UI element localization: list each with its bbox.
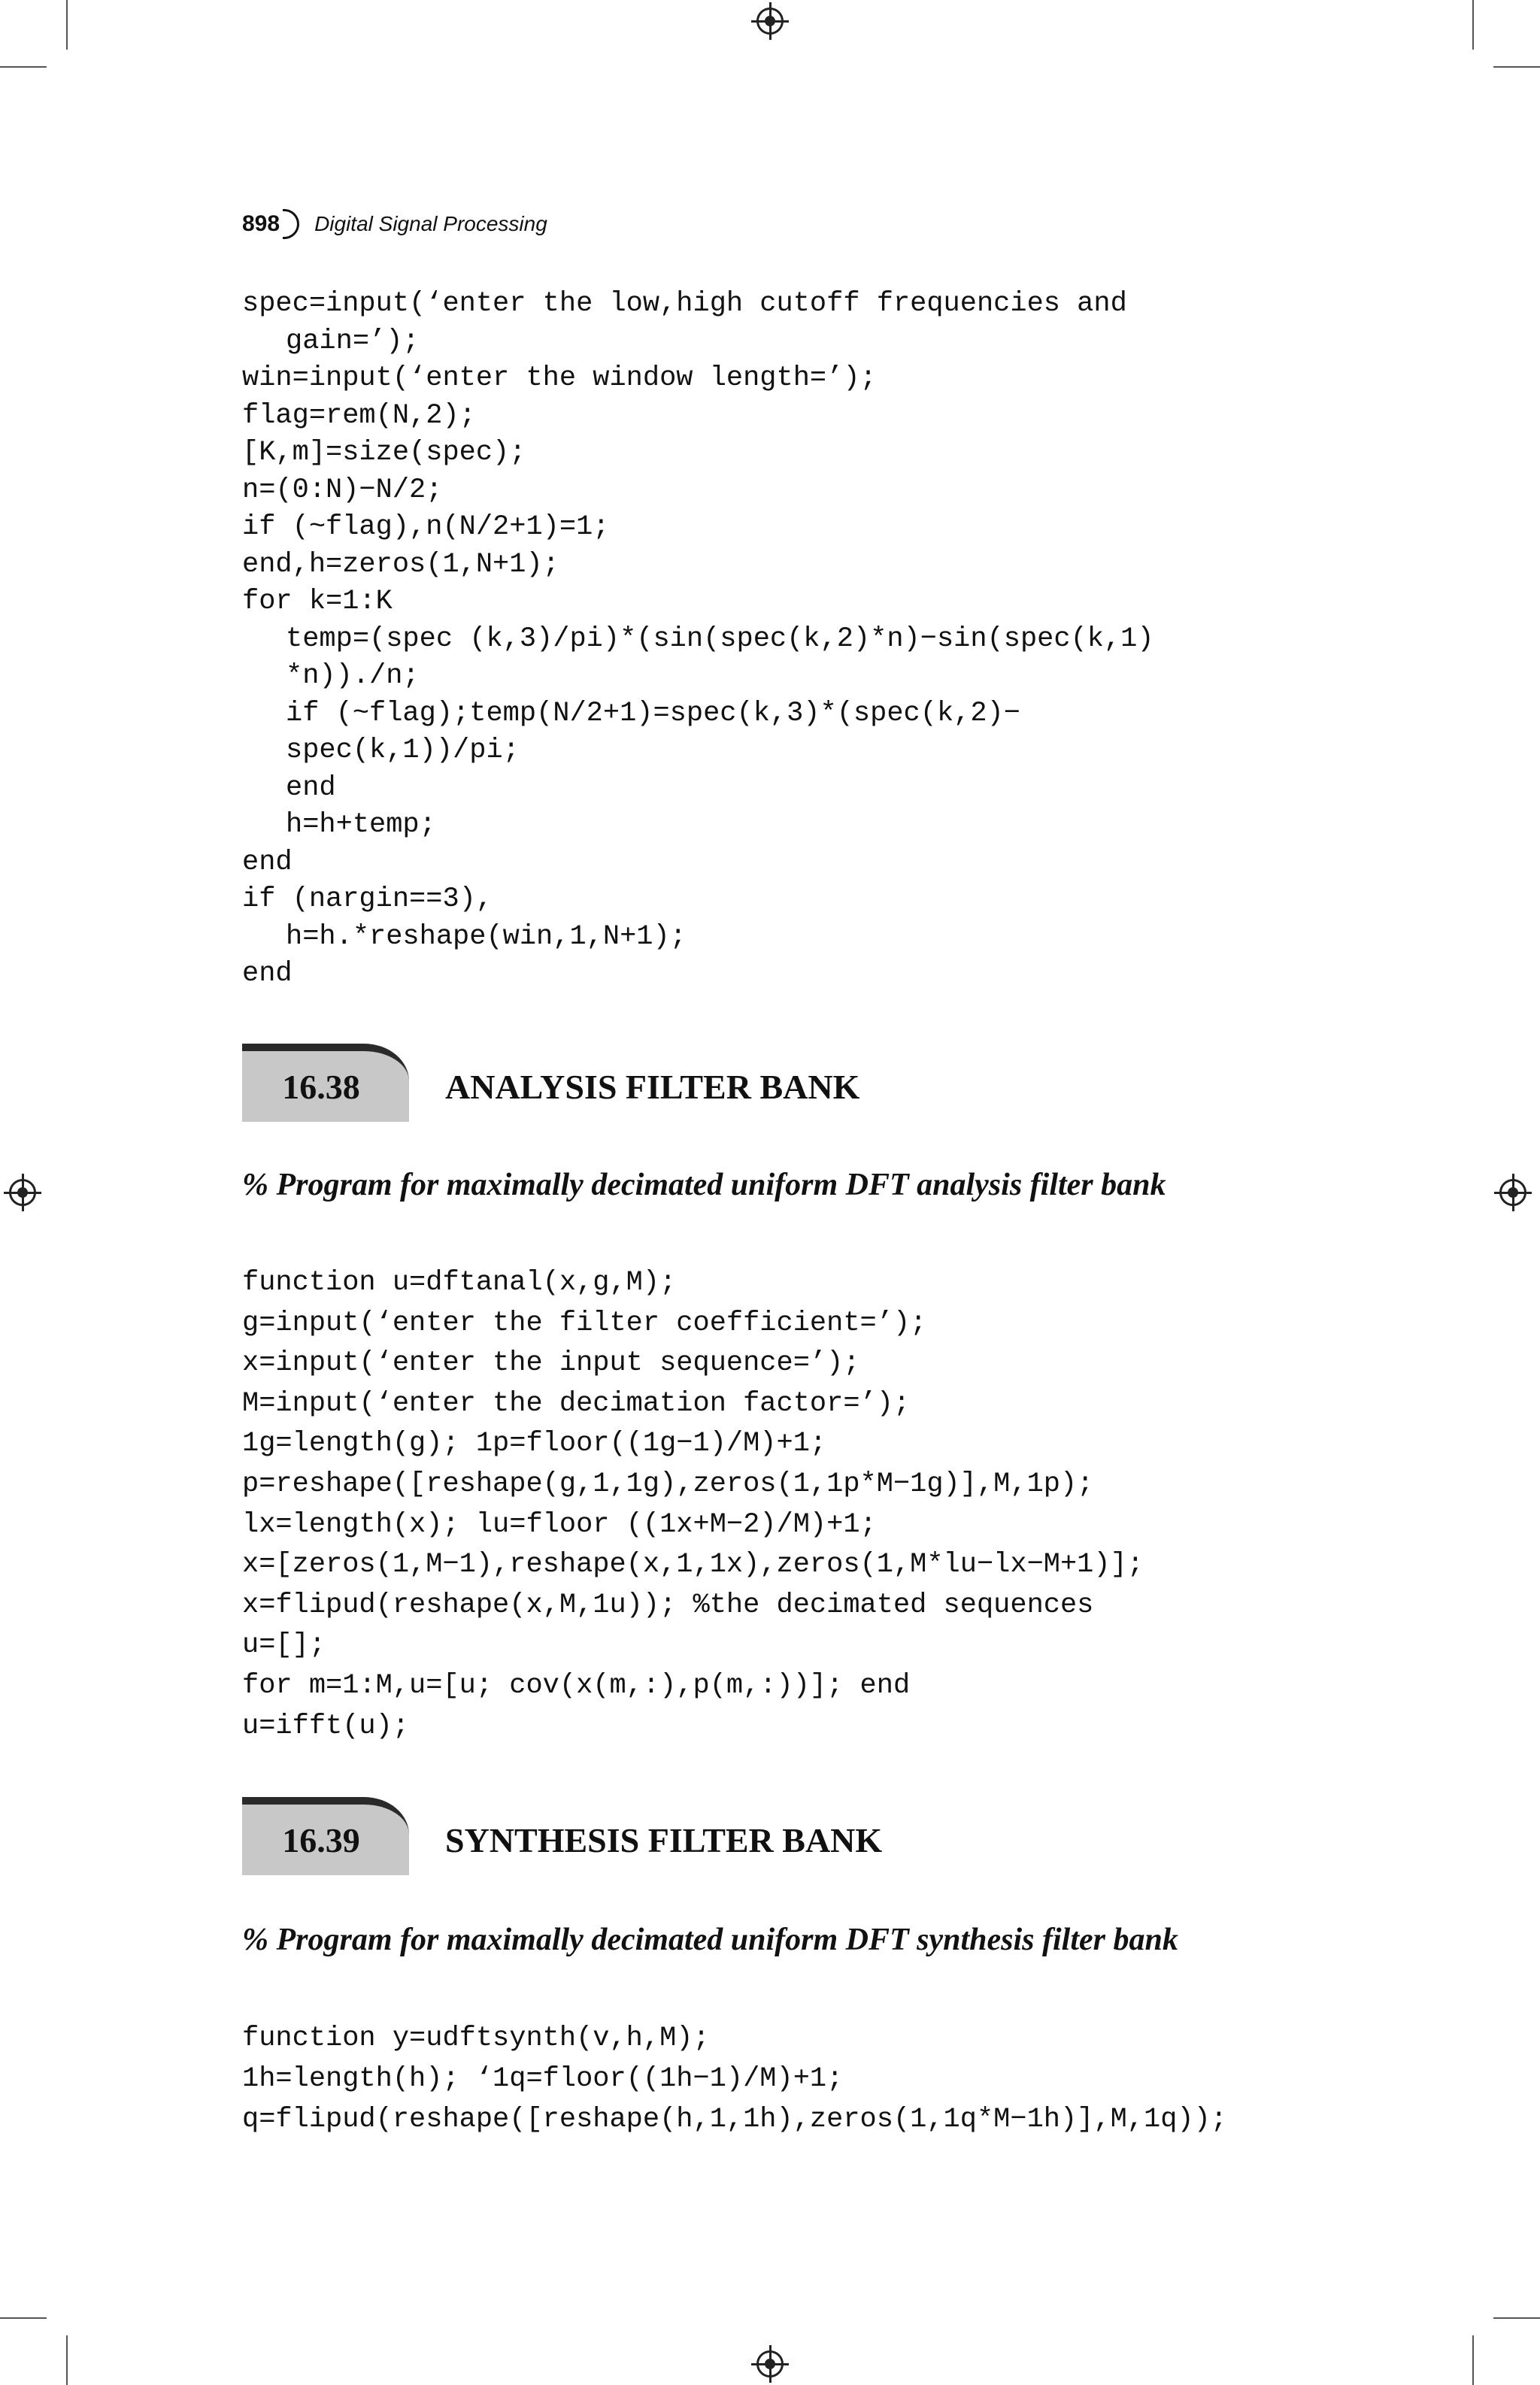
code-block [242,286,1154,993]
code-line: 1g=length(g); 1p=floor((1g−1)/M)+1; [242,1428,827,1460]
section-heading [242,1044,1295,1122]
code-line: if (nargin==3), [242,883,493,915]
program-comment: % Program for maximally decimated uniform DFT synthesis filter bank [242,1923,1178,1957]
crop-mark [1493,66,1540,68]
code-line: flag=rem(N,2); [242,399,476,432]
code-line: p=reshape([reshape(g,1,1g),zeros(1,1p*M−1g)],M,1p); [242,1468,1094,1500]
code-line: gain=’); [286,325,420,357]
section-title: SYNTHESIS FILTER BANK [445,1820,883,1859]
code-line: for k=1:K [242,586,393,617]
crop-mark [0,2317,47,2319]
code-line: h=h+temp; [286,809,436,841]
code-line: *n))./n; [286,660,420,692]
crop-mark [1493,2317,1540,2319]
registration-mark-icon [1499,1179,1526,1206]
code-line: x=input(‘enter the input sequence=’); [242,1347,860,1380]
code-line: M=input(‘enter the decimation factor=’); [242,1387,911,1420]
code-block [242,2018,1227,2140]
code-line: u=[]; [242,1629,326,1662]
code-block [242,1263,1144,1747]
code-line: n=(0:N)−N/2; [242,474,443,506]
code-line: for m=1:M,u=[u; cov(x(m,:),p(m,:))]; end [242,1669,911,1702]
code-line: x=flipud(reshape(x,M,1u)); %the decimated sequences [242,1589,1094,1621]
code-line: q=flipud(reshape([reshape(h,1,1h),zeros(1,1q*M−1h)],M,1q)); [242,2104,1228,2135]
code-line: temp=(spec (k,3)/pi)*(sin(spec(k,2)*n)−sin(spec(k,1) [286,623,1154,655]
registration-mark-icon [9,1179,36,1206]
code-line: [K,m]=size(spec); [242,437,526,468]
registration-mark-icon [756,8,784,35]
code-line: end [242,958,293,989]
code-line: function y=udftsynth(v,h,M); [242,2023,710,2054]
code-line: end [286,771,336,804]
code-line: 1h=length(h); ‘1q=floor((1h−1)/M)+1; [242,2063,844,2095]
code-line: lx=length(x); lu=floor ((1x+M−2)/M)+1; [242,1508,877,1541]
code-line: end [242,846,293,878]
code-line: spec(k,1))/pi; [286,735,520,766]
code-line: end,h=zeros(1,N+1); [242,548,559,580]
registration-mark-icon [756,2350,784,2377]
code-line: u=ifft(u); [242,1710,410,1742]
crop-mark [1472,0,1474,50]
section-number: 16.38 [282,1067,360,1106]
page-number: 898 [242,211,280,236]
code-line: g=input(‘enter the filter coefficient=’); [242,1307,927,1339]
code-line: spec=input(‘enter the low,high cutoff frequencies and [242,288,1127,320]
crop-mark [0,66,47,68]
page-number-arc-icon [283,209,299,239]
code-line: function u=dftanal(x,g,M); [242,1267,677,1299]
crop-mark [1472,2335,1474,2385]
program-comment: % Program for maximally decimated uniform DFT analysis filter bank [242,1168,1166,1202]
book-title: Digital Signal Processing [314,212,547,235]
code-line: if (~flag);temp(N/2+1)=spec(k,3)*(spec(k,2)− [286,697,1020,729]
code-line: if (~flag),n(N/2+1)=1; [242,511,610,543]
crop-mark [66,2335,68,2385]
code-line: win=input(‘enter the window length=’); [242,362,877,394]
code-line: h=h.*reshape(win,1,N+1); [286,920,687,953]
code-line: x=[zeros(1,M−1),reshape(x,1,1x),zeros(1,M*lu−lx−M+1)]; [242,1549,1144,1581]
section-heading [242,1797,1295,1875]
crop-mark [66,0,68,50]
section-title: ANALYSIS FILTER BANK [445,1067,860,1106]
running-head [242,209,547,239]
section-number: 16.39 [282,1820,360,1859]
